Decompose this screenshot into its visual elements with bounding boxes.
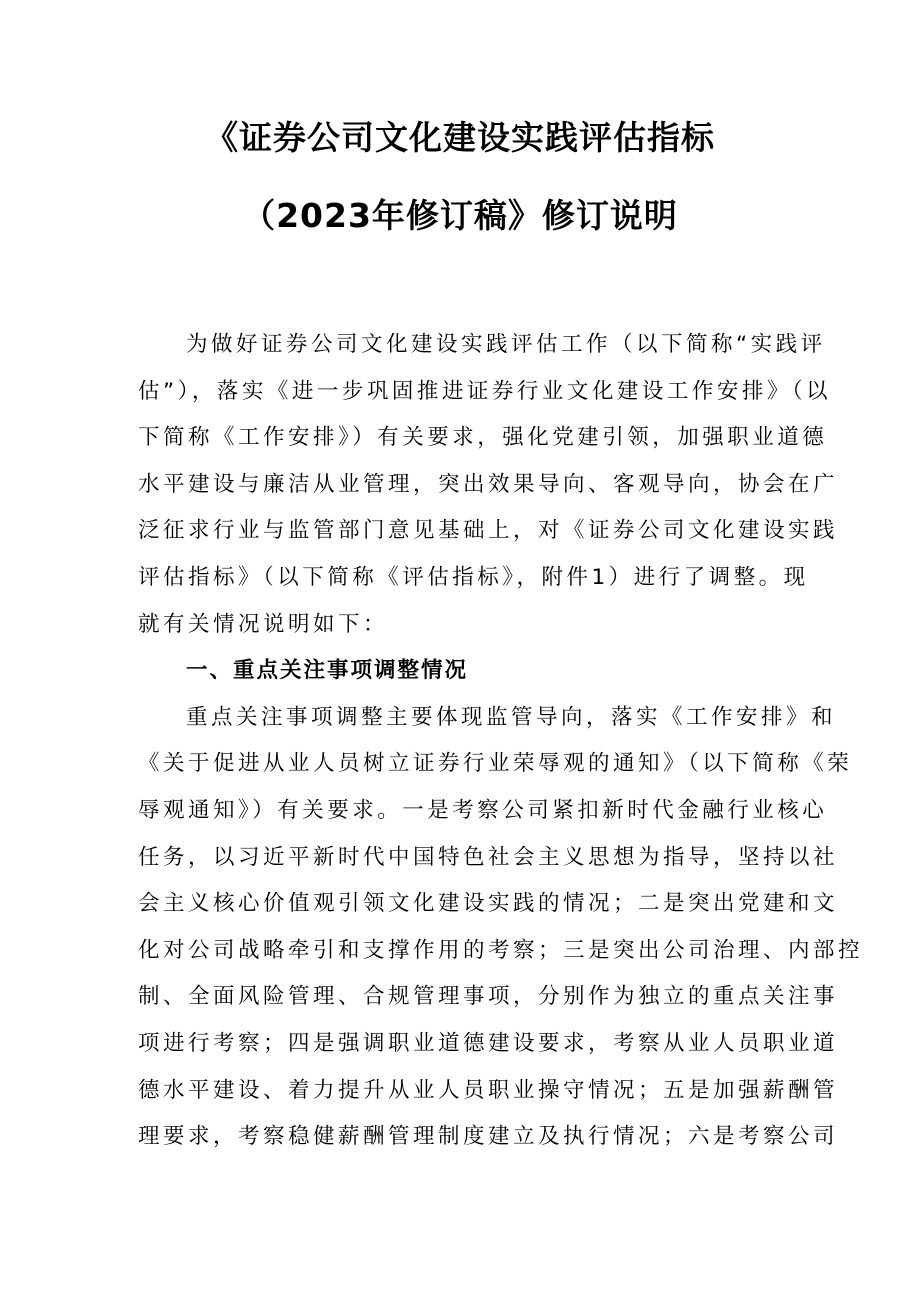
document-title-line-1: 《证券公司文化建设实践评估指标 bbox=[205, 118, 715, 157]
paragraph-line: 估”），落实《进一步巩固推进证券行业文化建设工作安排》（以 bbox=[138, 378, 832, 404]
paragraph-line: 水平建设与廉洁从业管理，突出效果导向、客观导向，协会在广 bbox=[138, 471, 839, 497]
paragraph-line: 为做好证券公司文化建设实践评估工作（以下简称“实践评 bbox=[186, 332, 826, 357]
paragraph-line: 任务，以习近平新时代中国特色社会主义思想为指导，坚持以社 bbox=[138, 844, 839, 870]
paragraph-line: 就有关情况说明如下： bbox=[138, 611, 389, 637]
paragraph-line: 《关于促进从业人员树立证券行业荣辱观的通知》（以下简称《荣 bbox=[138, 751, 853, 777]
paragraph-line: 化对公司战略牵引和支撑作用的考察；三是突出公司治理、内部控 bbox=[138, 937, 864, 963]
paragraph-line: 会主义核心价值观引领文化建设实践的情况；二是突出党建和文 bbox=[138, 891, 839, 917]
paragraph-line: 评估指标》（以下简称《评估指标》，附件1）进行了调整。现 bbox=[138, 564, 809, 590]
paragraph-line: 辱观通知》）有关要求。一是考察公司紧扣新时代金融行业核心 bbox=[138, 797, 828, 823]
paragraph-line: 下简称《工作安排》）有关要求，强化党建引领，加强职业道德 bbox=[138, 425, 828, 451]
paragraph-line: 制、全面风险管理、合规管理事项，分别作为独立的重点关注事 bbox=[138, 984, 839, 1010]
paragraph-line: 泛征求行业与监管部门意见基础上，对《证券公司文化建设实践 bbox=[138, 518, 839, 544]
document-title-line-2: （2023年修订稿》修订说明 bbox=[242, 196, 678, 235]
paragraph-intro bbox=[138, 322, 864, 1161]
paragraph-line: 德水平建设、着力提升从业人员职业操守情况；五是加强薪酬管 bbox=[138, 1077, 839, 1103]
paragraph-line: 理要求，考察稳健薪酬管理制度建立及执行情况；六是考察公司 bbox=[138, 1124, 839, 1150]
paragraph-line: 重点关注事项调整主要体现监管导向，落实《工作安排》和 bbox=[186, 704, 837, 730]
section-heading: 一、重点关注事项调整情况 bbox=[186, 658, 469, 684]
paragraph-line: 项进行考察；四是强调职业道德建设要求，考察从业人员职业道 bbox=[138, 1030, 839, 1056]
